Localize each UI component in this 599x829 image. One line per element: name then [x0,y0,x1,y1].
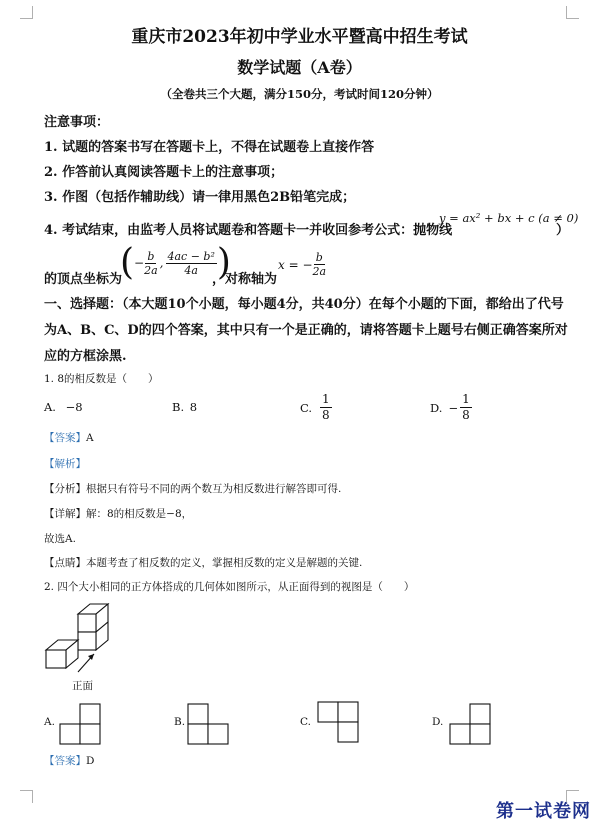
q2-solid-figure [42,600,122,680]
axis-prefix: ，对称轴为 [212,272,278,287]
notice-item-3: 3. 作图（包括作辅助线）请一律用黑色2B铅笔完成； [44,190,356,205]
vertex-y-numerator: 4ac − b² [167,249,215,263]
q2-option-a-label: A. [44,716,55,728]
q2-front-label: 正面 [72,680,93,692]
q1-option-d-numerator: 1 [462,392,470,406]
notice-item-1: 1. 试题的答案书写在答题卡上，不得在试题卷上直接作答 [44,140,375,155]
parabola-close-paren: ） [556,223,570,238]
exam-info: （全卷共三个大题，满分150分，考试时间120分钟） [160,87,439,101]
q1-option-a-value: −8 [65,400,83,414]
q1-stem: 1. 8的相反数是（ ） [44,373,159,385]
q2-option-d-label: D. [432,716,444,728]
vertex-prefix: 的顶点坐标为 [44,272,123,287]
q2-option-d-view [448,702,492,746]
q1-option-c-denominator: 8 [322,408,330,422]
q1-option-c [300,392,332,423]
vertex-x-numerator: b [147,249,155,263]
notice-item-2: 2. 作答前认真阅读答题卡上的注意事项； [44,165,284,180]
section1-line-1: 一、选择题：（本大题10个小题，每小题4分，共40分）在每个小题的下面，都给出了代号 [44,297,564,312]
axis-denominator: 2a [312,265,327,278]
q2-answer [44,753,94,768]
section1-line-2: 为A、B、C、D的四个答案，其中只有一个是正确的，请将答题卡上题号右侧正确答案所对 [44,323,568,338]
q1-option-d-label: D. [430,400,443,415]
q1-option-d [430,392,472,423]
q1-dianjing-text: 本题考查了相反数的定义，掌握相反数的定义是解题的关键. [86,557,363,569]
section1-line-3: 应的方框涂黑. [44,349,127,364]
q1-dianjing-tag: 【点睛】 [44,557,86,569]
q2-option-c-label: C. [300,716,311,728]
q2-option-b-label: B. [174,716,186,728]
q1-option-d-sign: − [448,400,459,415]
axis-lhs: x = − [278,257,313,272]
q2-option-b-view [186,702,230,746]
q1-answer-value: A [86,432,94,444]
q1-option-b-value: 8 [189,400,198,414]
vertex-x-denominator: 2a [144,263,158,277]
exam-subtitle: 数学试题（A卷） [237,58,362,77]
q1-option-c-numerator: 1 [322,392,330,406]
corner-mark-bottom-left [20,790,33,803]
q1-xiangjie-text: 解：8的相反数是−8， [86,508,193,520]
axis-formula [278,251,326,278]
q1-option-b-label: B. [172,400,185,414]
q1-fenxi-text: 根据只有符号不同的两个数互为相反数进行解答即可得. [86,483,342,495]
q1-xiangjie [44,506,192,521]
q1-answer-tag: 【答案】 [44,432,86,444]
q2-stem: 2. 四个大小相同的正方体搭成的几何体如图所示，从正面得到的视图是（ ） [44,581,415,593]
corner-mark-top-right [566,6,579,19]
q1-option-c-label: C. [300,400,313,415]
exam-title: 重庆市2023年初中学业水平暨高中招生考试 [131,27,468,47]
q1-dianjing [44,555,362,570]
q2-option-a-view [58,702,102,746]
site-logo[interactable]: 第一试卷网 [496,801,591,822]
q1-fenxi [44,481,341,496]
notice-item-4: 4. 考试结束，由监考人员将试题卷和答题卡一并收回参考公式：抛物线 [44,223,453,238]
q1-fenxi-tag: 【分析】 [44,483,86,495]
q1-option-a [44,400,83,414]
parabola-formula: y = ax² + bx + c (a ≠ 0) [439,211,579,225]
q2-option-c-view [316,700,360,744]
q1-choose: 故选A. [44,533,76,545]
q1-option-d-denominator: 8 [462,408,470,422]
q1-xiangjie-tag: 【详解】 [44,508,86,520]
corner-mark-top-left [20,6,33,19]
notice-heading: 注意事项： [44,115,110,130]
q2-answer-tag: 【答案】 [44,755,86,767]
q1-option-b [172,400,197,414]
vertex-coordinate: ( − $\frac{b}{2a}$ , $\frac{\text{4ac − b²}}{4a}$ ) [120,242,231,283]
q1-analysis-tag: 【解析】 [44,458,86,470]
q1-answer [44,430,94,445]
axis-numerator: b [315,251,323,264]
q2-answer-value: D [86,755,95,767]
vertex-y-denominator: 4a [184,263,198,277]
q1-option-a-label: A. [44,400,56,414]
